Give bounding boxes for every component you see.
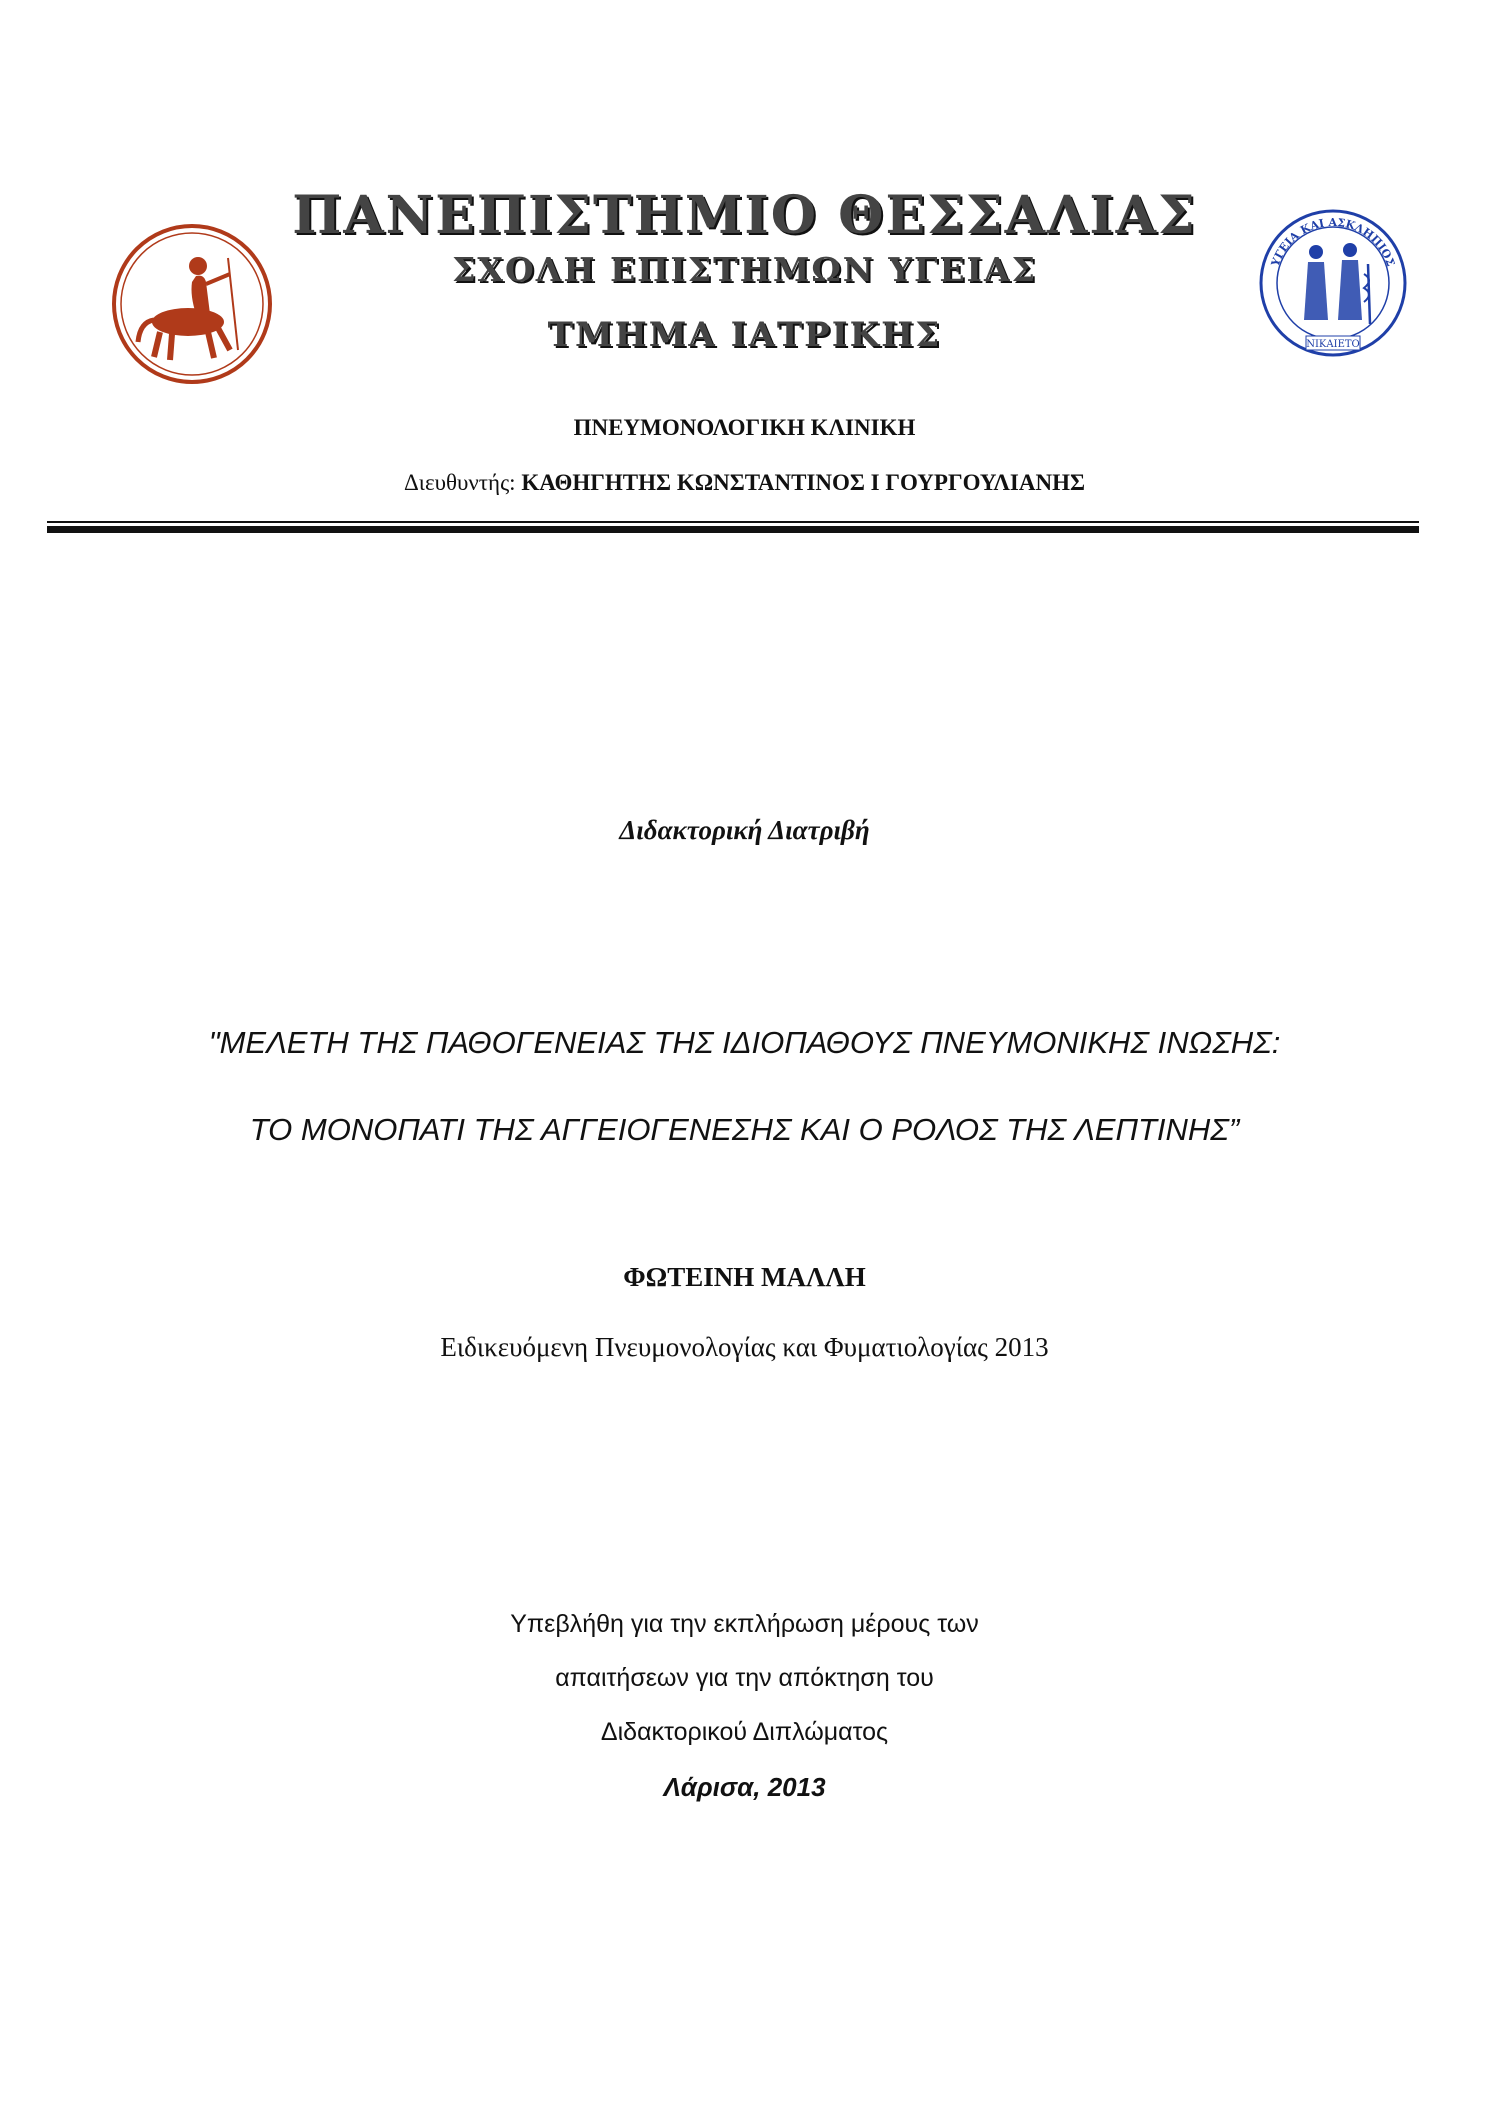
thesis-title-line-2: ΤΟ ΜΟΝΟΠΑΤΙ ΤΗΣ ΑΓΓΕΙΟΓΕΝΕΣΗΣ ΚΑΙ Ο ΡΟΛΟΣ ΤΗΣ ΛΕΠΤΙΝΗΣ” (249, 1112, 1240, 1147)
author-specialty: Ειδικευόμενη Πνευμονολογίας και Φυματιολογίας 2013 (440, 1332, 1049, 1362)
centaur-seal-icon (110, 222, 275, 387)
clinic-name: ΠΝΕΥΜΟΝΟΛΟΓΙΚΗ ΚΛΙΝΙΚΗ (573, 415, 916, 440)
director-name: ΚΑΘΗΓΗΤΗΣ ΚΩΝΣΤΑΝΤΙΝΟΣ Ι ΓΟΥΡΓΟΥΛΙΑΝΗΣ (521, 470, 1086, 495)
document-type: Διδακτορική Διατριβή (619, 815, 870, 845)
seal-ring-text-bottom: ΝΙΚΑΙΕΤΟ (1306, 339, 1360, 350)
submission-line-1: Υπεβλήθη για την εκπλήρωση μέρους των (510, 1610, 979, 1638)
thesis-title-line-1: "ΜΕΛΕΤΗ ΤΗΣ ΠΑΘΟΓΕΝΕΙΑΣ ΤΗΣ ΙΔΙΟΠΑΘΟΥΣ ΠΝΕΥΜΟΝΙΚΗΣ ΙΝΩΣΗΣ: (208, 1025, 1281, 1060)
submission-line-3: Διδακτορικού Διπλώματος (600, 1718, 889, 1746)
director-label: Διευθυντής: (403, 470, 516, 495)
university-title: ΠΑΝΕΠΙΣΤΗΜΙΟ ΘΕΣΣΑΛΙΑΣ (292, 185, 1197, 246)
header-divider-thin (47, 521, 1419, 523)
submission-line-2: απαιτήσεων για την απόκτηση του (555, 1664, 934, 1692)
school-title: ΣΧΟΛΗ ΕΠΙΣΤΗΜΩΝ ΥΓΕΙΑΣ (452, 250, 1037, 289)
director-line (0, 470, 1489, 496)
place-and-date: Λάρισα, 2013 (663, 1772, 826, 1802)
header-divider-thick (47, 526, 1419, 533)
author-name: ΦΩΤΕΙΝΗ ΜΑΛΛΗ (623, 1262, 866, 1292)
seal-ring-text-top: ΥΓΕΙΑ ΚΑΙ ΑΣΚΛΗΠΙΟΣ (1268, 215, 1398, 269)
department-title: ΤΜΗΜΑ ΙΑΤΡΙΚΗΣ (547, 315, 942, 355)
